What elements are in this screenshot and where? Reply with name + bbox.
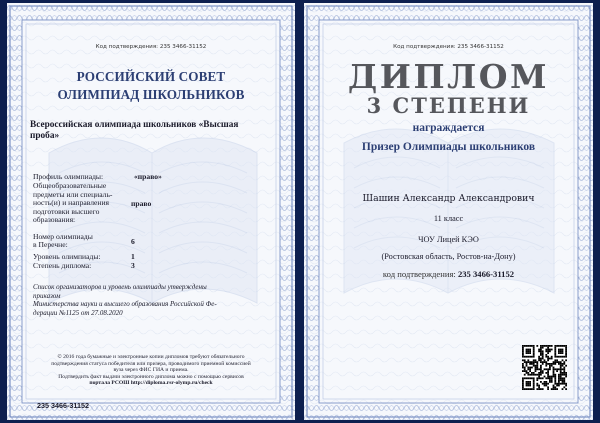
fine-print-line: © 2016 года бумажные и электронные копии дипломов требуют обязательного xyxy=(57,354,245,360)
subjects-value: право xyxy=(131,199,152,208)
olympiad-name-line2: проба» xyxy=(30,131,60,141)
verification-code-top: Код подтверждения: 235 3466-31152 xyxy=(95,44,207,50)
profile-value: «право» xyxy=(134,172,162,181)
verification-code-top: Код подтверждения: 235 3466-31152 xyxy=(393,44,504,50)
recipient-grade: 11 класс xyxy=(433,214,464,223)
olympiad-level-value: 1 xyxy=(131,252,135,261)
diploma-degree-value: 3 xyxy=(131,261,135,270)
verification-code-bottom: 235 3466-31152 xyxy=(37,401,89,410)
organizers-approval-note xyxy=(33,283,278,317)
verification-code-value: 235 3466-31152 xyxy=(457,269,515,279)
fine-print-line: Подтвердить факт выдачи электронного диплома можно с помощью сервисов xyxy=(58,373,244,380)
subjects-label xyxy=(33,182,133,225)
approval-note-line: дерации №1125 от 27.08.2020 xyxy=(33,308,123,317)
qr-code xyxy=(522,345,567,390)
profile-label: Профиль олимпиады: xyxy=(33,172,104,181)
school-location: (Ростовская область, Ростов-на-Дону) xyxy=(381,252,516,261)
subjects-label-line: ность(и) и направления xyxy=(33,198,110,208)
olympiad-number-value: 6 xyxy=(131,237,135,246)
subjects-label-line: Общеобразовательные xyxy=(33,181,107,190)
diploma-degree-label: Степень диплома: xyxy=(33,261,92,270)
school-name: ЧОУ Лицей КЭО xyxy=(418,235,479,244)
fine-print-line: портала РСОШ http://diploma.rsr-olymp.ru/check xyxy=(89,380,213,387)
fine-print-line: подтверждения статуса победителя или призера, проводимого приемной комиссией xyxy=(51,360,251,367)
diploma-title: ДИПЛОМ xyxy=(347,57,550,96)
verification-code-block xyxy=(304,269,593,279)
subjects-label-line: образования: xyxy=(33,215,76,225)
diploma-degree-title: 3 СТЕПЕНИ xyxy=(366,93,531,118)
approval-note-line: Список организаторов и уровень олимпиады утверждены xyxy=(33,283,207,291)
org-name-line2: ОЛИМПИАД ШКОЛЬНИКОВ xyxy=(57,87,245,102)
olympiad-level-label: Уровень олимпиады: xyxy=(33,252,101,261)
olympiad-name-line1: Всероссийская олимпиада школьников «Высшая xyxy=(30,120,239,130)
awarded-label: награждается xyxy=(412,122,485,134)
org-name-line1: РОССИЙСКИЙ СОВЕТ xyxy=(76,69,226,84)
diploma-left-page xyxy=(7,3,295,420)
subjects-label-line: предметы или специаль- xyxy=(33,189,113,199)
winner-status: Призер Олимпиады школьников xyxy=(361,141,536,153)
diploma-right-page xyxy=(304,3,593,420)
legal-fine-print xyxy=(29,354,273,387)
olympiad-number-label-1: Номер олимпиады xyxy=(33,232,93,241)
verification-code-label: код подтверждения: xyxy=(382,269,456,279)
subjects-label-line: подготовки высшего xyxy=(33,206,100,216)
olympiad-number-label-2: в Перечне: xyxy=(33,240,68,249)
approval-note-line: приказом xyxy=(33,291,61,300)
recipient-name: Шашин Александр Александрович xyxy=(362,193,535,204)
approval-note-line: Министерства науки и высшего образования Российской Фе- xyxy=(33,300,217,309)
fine-print-line: вуза через ФИС ГИА и приема. xyxy=(113,367,189,374)
